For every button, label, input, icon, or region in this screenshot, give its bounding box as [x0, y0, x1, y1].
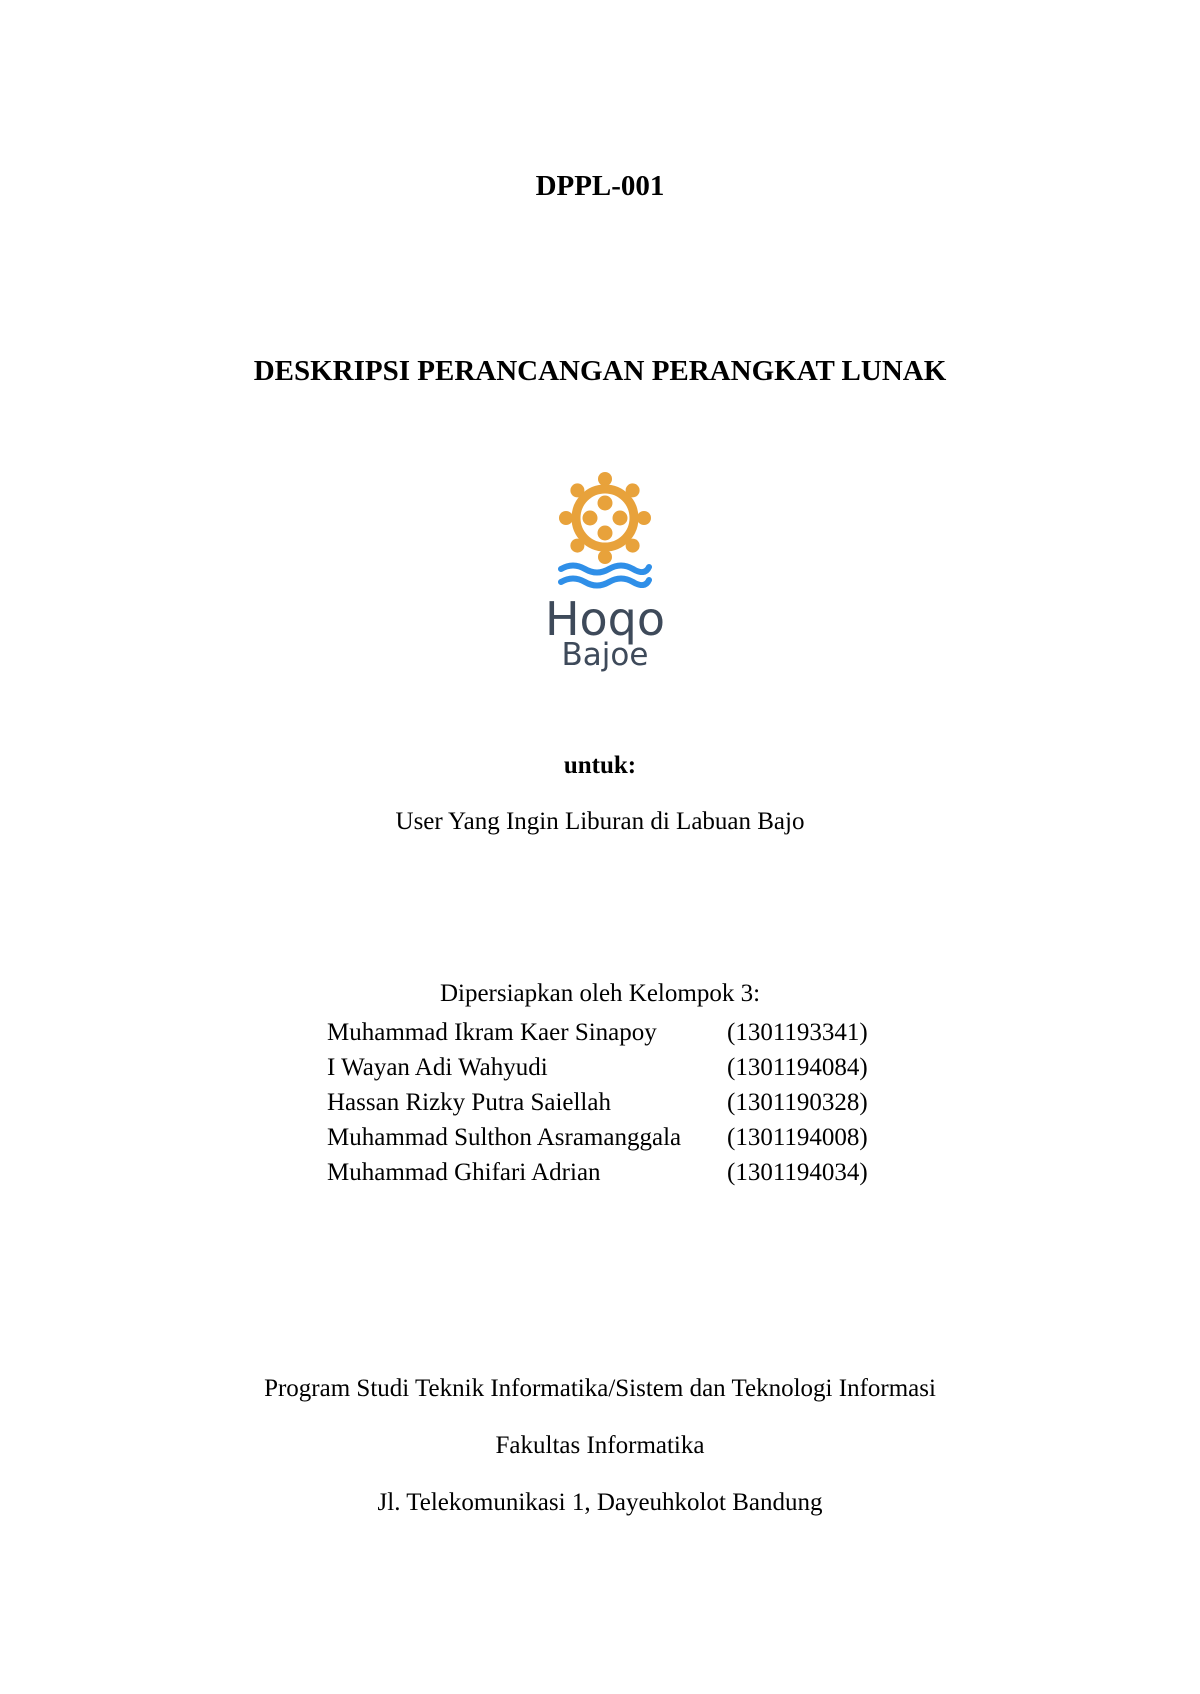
logo-name-line1: Hoqo [544, 592, 666, 646]
logo-name-line2: Bajoe [561, 637, 649, 672]
institution-address: Jl. Telekomunikasi 1, Dayeuhkolot Bandung [377, 1489, 823, 1516]
ship-wheel-icon [559, 472, 651, 564]
recipient-target: User Yang Ingin Liburan di Labuan Bajo [395, 808, 805, 835]
team-member-list [327, 1015, 887, 1190]
member-name: Muhammad Ghifari Adrian [327, 1159, 601, 1186]
document-code: DPPL-001 [535, 170, 665, 202]
team-member-row [327, 1050, 887, 1085]
member-name: Hassan Rizky Putra Saiellah [327, 1089, 611, 1116]
member-name: Muhammad Ikram Kaer Sinapoy [327, 1019, 657, 1046]
prepared-by-heading: Dipersiapkan oleh Kelompok 3: [439, 980, 761, 1007]
member-nim: (1301193341) [727, 1019, 868, 1046]
team-member-row [327, 1155, 887, 1190]
member-name: Muhammad Sulthon Asramanggala [327, 1124, 682, 1151]
recipient-label: untuk: [563, 752, 637, 779]
document-title: DESKRIPSI PERANCANGAN PERANGKAT LUNAK [253, 355, 947, 387]
team-member-row [327, 1085, 887, 1120]
member-nim: (1301194008) [727, 1124, 868, 1151]
faculty-name: Fakultas Informatika [495, 1432, 705, 1459]
team-member-row [327, 1120, 887, 1155]
member-nim: (1301190328) [727, 1089, 868, 1116]
member-nim: (1301194084) [727, 1054, 868, 1081]
member-nim: (1301194034) [727, 1159, 868, 1186]
team-member-row [327, 1015, 887, 1050]
waves-icon [561, 566, 649, 586]
member-name: I Wayan Adi Wahyudi [327, 1054, 548, 1081]
study-program: Program Studi Teknik Informatika/Sistem dan Teknologi Informasi [264, 1375, 936, 1402]
hoqo-bajoe-logo [535, 472, 675, 672]
